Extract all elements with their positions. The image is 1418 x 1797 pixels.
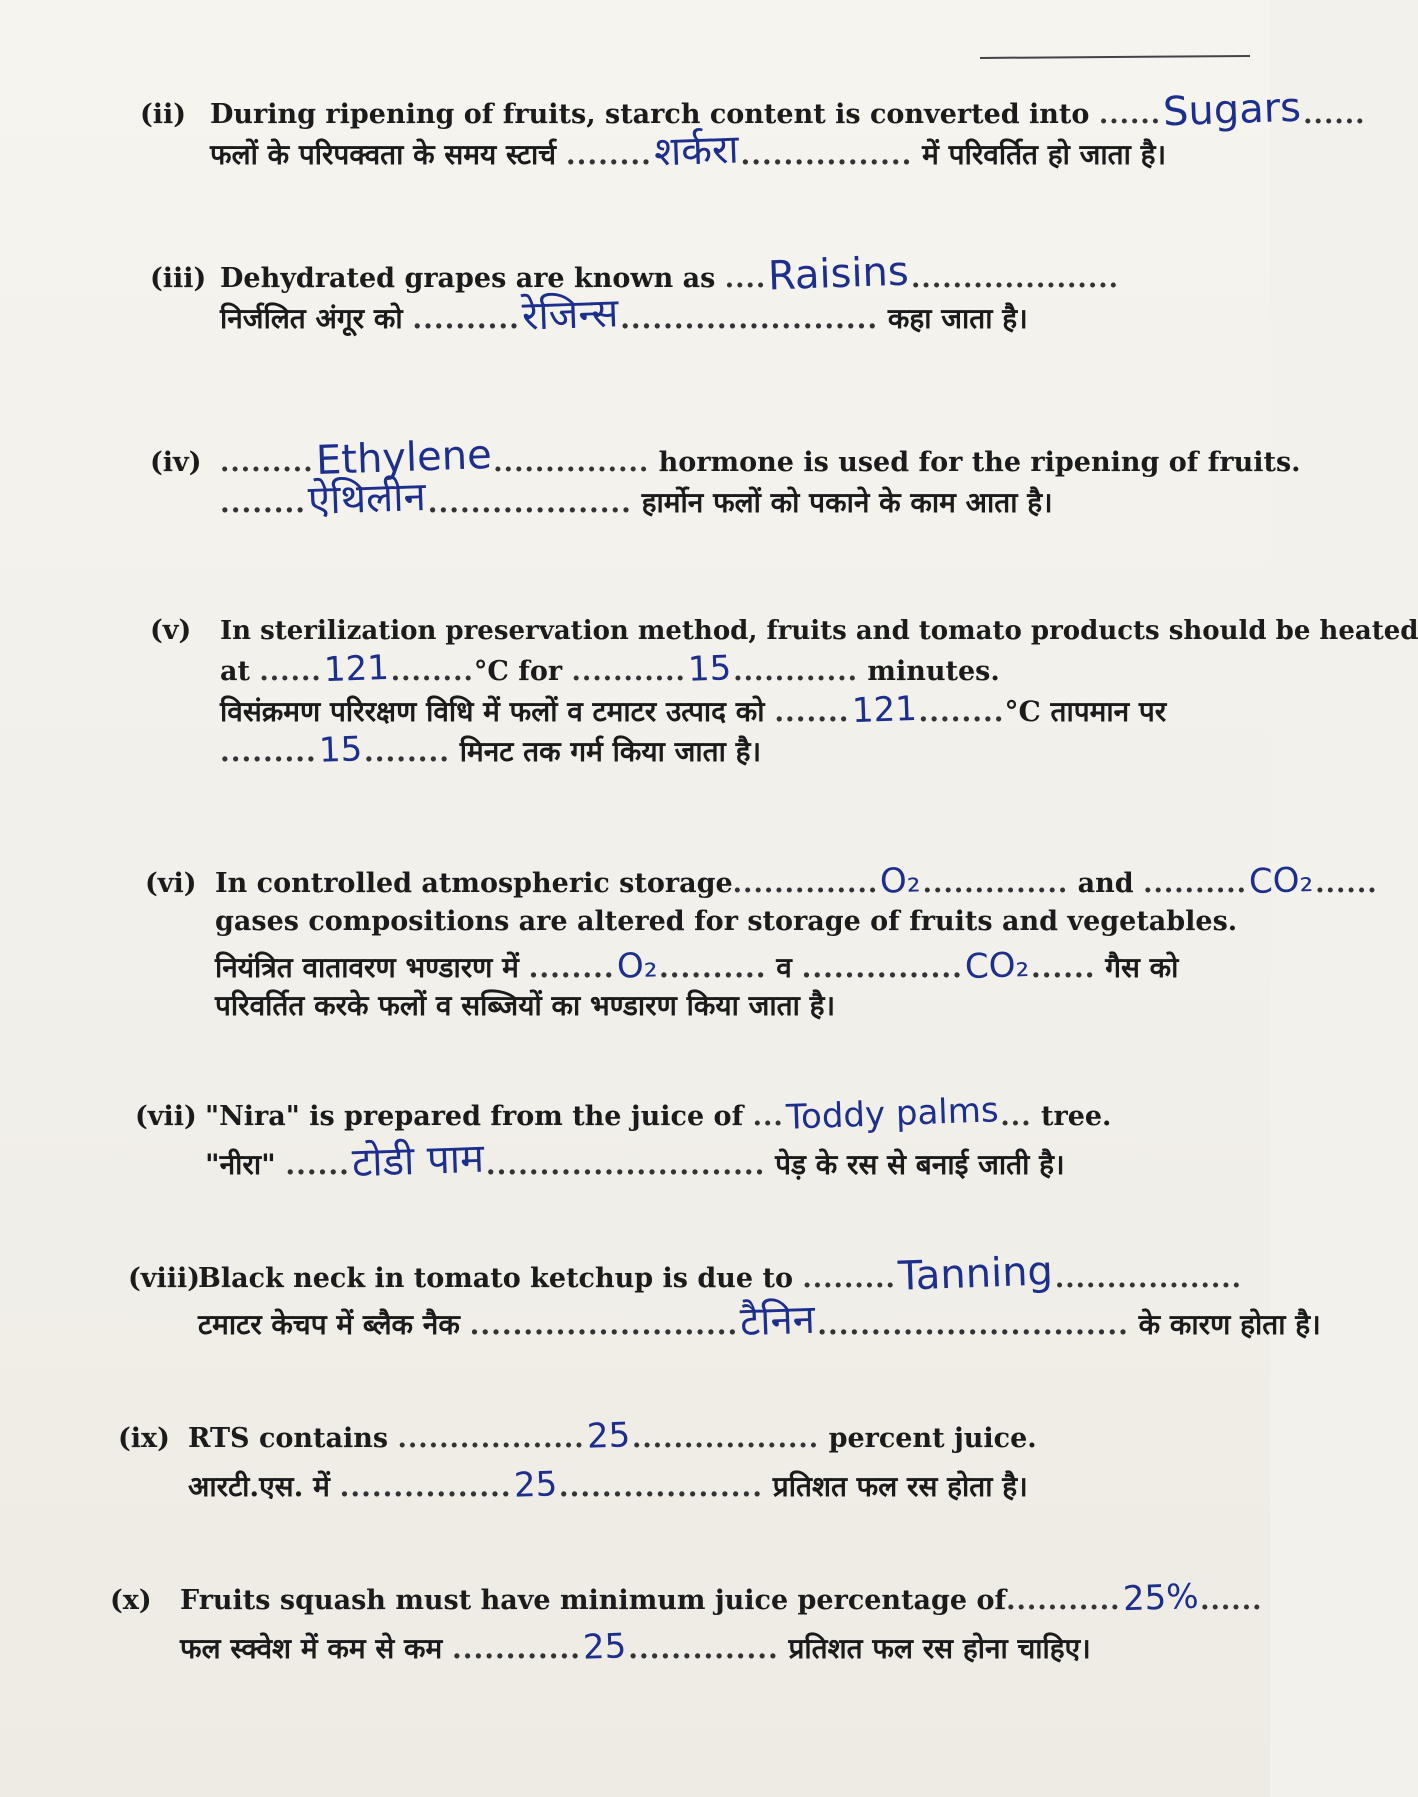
blank-dots: .......................... [485, 1148, 766, 1181]
blank-dots: ... [1000, 1101, 1032, 1132]
blank-dots: ........... [571, 656, 686, 687]
blank-dots: .............. [732, 868, 879, 899]
blank-dots: ............ [733, 656, 859, 687]
handwritten-answer-hindi: रेजिन्स [521, 290, 619, 340]
blank-dots: .......... [659, 951, 767, 984]
blank-dots: ........ [364, 735, 450, 768]
blank-dots: ........... [1006, 1585, 1121, 1616]
question-number: (x) [110, 1585, 152, 1616]
blank-dots: ............................. [817, 1308, 1129, 1341]
handwritten-answer-gas-1: O₂ [879, 860, 922, 902]
handwritten-answer-hindi: 25 [512, 1464, 558, 1506]
blank-dots: ...... [1315, 868, 1378, 899]
blank-dots: ......... [220, 735, 317, 768]
handwritten-answer: Tanning [897, 1248, 1054, 1300]
blank-dots: ...... [1098, 99, 1162, 130]
question-number: (iii) [150, 263, 207, 294]
handwritten-answer-temperature: 121 [323, 647, 390, 691]
blank-dots: ............... [493, 447, 650, 478]
handwritten-answer-minutes: 15 [687, 648, 732, 690]
top-rule [980, 55, 1250, 59]
handwritten-answer-hindi: ऐथिलीन [307, 473, 427, 525]
handwritten-answer-hindi: 25 [582, 1626, 627, 1668]
blank-dots: ... [752, 1101, 784, 1132]
blank-dots: ............ [452, 1632, 581, 1665]
question-number: (vi) [145, 868, 197, 899]
question-number: (ii) [140, 99, 187, 130]
blank-dots: .................. [397, 1423, 585, 1454]
blank-dots: ......................... [469, 1308, 739, 1341]
handwritten-answer-gas-2: CO₂ [1248, 859, 1314, 903]
question-x: (x) Fruits squash must have minimum juice percentage of...........25%...... फल स्क्वेश में कम से कम ............25.............. प्रतिशत फल रस होना चाहिए। [110, 1576, 1263, 1668]
handwritten-answer-minutes-hindi: 15 [318, 729, 363, 771]
blank-dots: ................... [427, 486, 632, 519]
blank-dots: ...... [1200, 1585, 1263, 1616]
blank-dots: .............. [922, 868, 1069, 899]
handwritten-answer-hindi: शर्करा [653, 126, 740, 176]
blank-dots: ........ [565, 138, 652, 171]
handwritten-answer-hindi: टोडी पाम [351, 1135, 485, 1187]
handwritten-answer: Sugars [1162, 84, 1302, 136]
handwritten-answer-temperature-hindi: 121 [850, 688, 918, 732]
blank-dots: ............... [801, 951, 963, 984]
blank-dots: ................ [339, 1470, 512, 1503]
question-ix: (ix) RTS contains ..................25.................. percent juice. आरटी.एस. में ................25................... प्रतिशत फल रस होता है। [118, 1415, 1037, 1506]
question-ii: (ii) During ripening of fruits, starch content is converted into ......Sugars...... फलों के परिपक्वता के समय स्टार्च ........शर्करा................ में परिवर्तित हो जाता है। [140, 84, 1366, 176]
blank-dots: .................. [631, 1423, 820, 1454]
handwritten-answer: Ethylene [314, 431, 493, 485]
blank-dots: ........................ [620, 302, 879, 335]
blank-dots: ........ [918, 695, 1005, 728]
question-iv: (iv) .........Ethylene............... hormone is used for the ripening of fruits. ........ऐथिलीन................... हार्मोन फलों को पकाने के काम आता है। [150, 431, 1301, 525]
blank-dots: ...... [1303, 99, 1366, 130]
blank-dots: .......... [1143, 868, 1248, 899]
blank-dots: ........ [220, 486, 306, 519]
blank-dots: ....... [774, 695, 850, 728]
question-v: (v) In sterilization preservation method, fruits and tomato products should be heated at ......121........°C for ...........15............ minutes. विसंक्रमण परिरक्षण विधि में फलों व टमाटर उत्पाद को .......121........°C तापमान पर .........15........ मिनट तक गर्म किया जाता है। [150, 612, 1418, 771]
blank-dots: ...... [285, 1148, 350, 1181]
blank-dots: ......... [220, 447, 314, 478]
blank-dots: .......... [412, 302, 520, 335]
blank-dots: ................ [740, 138, 913, 171]
question-number: (viii) [128, 1263, 201, 1294]
handwritten-answer: Raisins [767, 248, 910, 300]
question-number: (ix) [118, 1423, 170, 1454]
question-viii: (viii)Black neck in tomato ketchup is due to .........Tanning.................. टमाटर केचप में ब्लैक नैक .........................टैनिन............................. के कारण होता है। [128, 1248, 1321, 1346]
question-number: (vii) [135, 1101, 197, 1132]
blank-dots: .................. [1054, 1263, 1243, 1294]
blank-dots: ................... [558, 1470, 764, 1503]
question-number: (iv) [150, 447, 202, 478]
question-iii: (iii) Dehydrated grapes are known as ....Raisins.................... निर्जलित अंगूर को ..........रेजिन्स........................ कहा जाता है। [150, 248, 1120, 340]
blank-dots: .... [724, 263, 767, 294]
blank-dots: ........ [528, 951, 615, 984]
question-vi: (vi) In controlled atmospheric storage..............O₂.............. and ..........CO₂...... gases compositions are altered for storage of fruits and vegetables. नियंत्रित वातावरण भण्डारण में ........O₂.......... व ...............CO₂...... गैस को परिवर्तित करके फलों व सब्जियों का भण्डारण किया जाता है। [145, 859, 1378, 1022]
handwritten-answer-gas-2-hindi: CO₂ [964, 944, 1030, 988]
handwritten-answer-gas-1-hindi: O₂ [615, 945, 658, 987]
handwritten-answer: Toddy palms [785, 1090, 1000, 1138]
blank-dots: .................... [911, 263, 1120, 294]
handwritten-answer: 25 [586, 1415, 631, 1457]
blank-dots: ...... [259, 656, 322, 687]
handwritten-answer: 25% [1121, 1576, 1199, 1620]
blank-dots: .............. [628, 1632, 779, 1665]
question-vii: (vii) "Nira" is prepared from the juice of ...Toddy palms... tree. "नीरा" ......टोडी पाम.......................... पेड़ के रस से बनाई जाती है। [135, 1090, 1112, 1187]
handwritten-answer-hindi: टैनिन [739, 1296, 816, 1346]
question-number: (v) [150, 615, 192, 646]
blank-dots: ........ [390, 656, 474, 687]
blank-dots: ......... [802, 1263, 896, 1294]
blank-dots: ...... [1030, 951, 1096, 984]
